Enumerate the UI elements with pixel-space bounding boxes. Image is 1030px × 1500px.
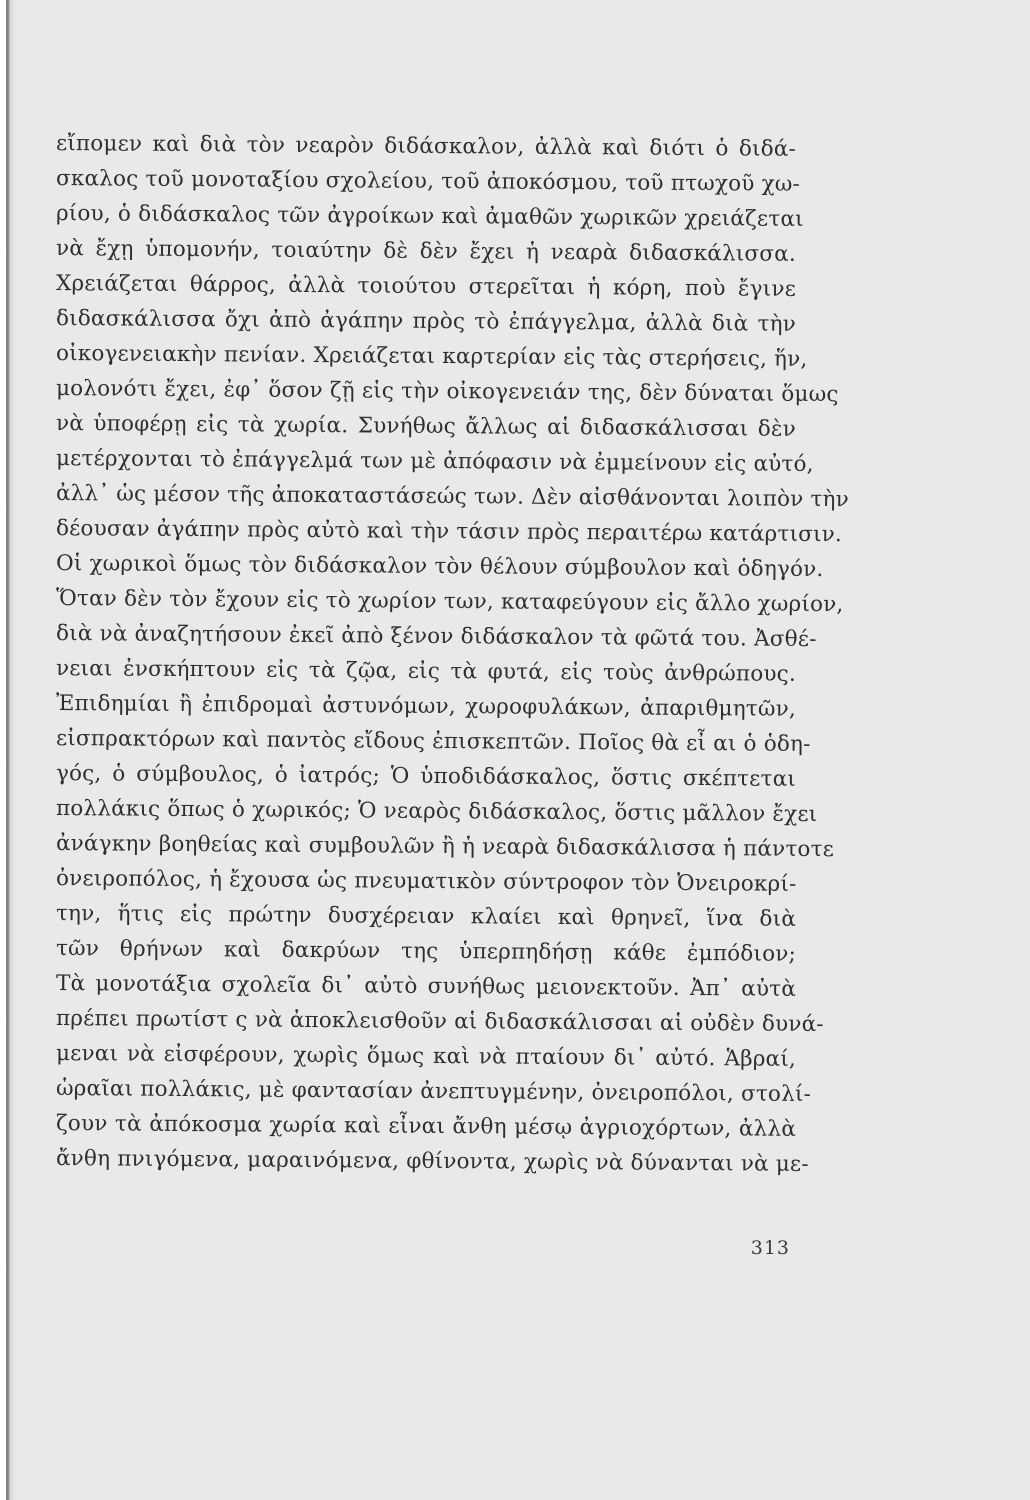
text-line: ἀλλ᾽ ὡς μέσον τῆς ἀποκαταστάσεώς των. Δὲν αἰσθάνονται λοιπὸν τὴν <box>55 481 850 513</box>
text-line: τῶν θρήνων καὶ δακρύων της ὑπερπηδήσῃ κάθε ἐμπόδιον; <box>55 936 797 967</box>
text-line: νὰ ἔχῃ ὑπομονήν, τοιαύτην δὲ δὲν ἔχει ἡ νεαρὰ διδασκάλισσα. <box>55 236 797 267</box>
text-line: νειαι ἐνσκήπτουν εἰς τὰ ζῷα, εἰς τὰ φυτά, εἰς τοὺς ἀνθρώπους. <box>55 656 797 687</box>
text-line: μεναι νὰ εἰσφέρουν, χωρὶς ὅμως καὶ νὰ πταίουν δι᾽ αὐτό. Ἁβραί, <box>55 1041 797 1072</box>
body-text <box>55 126 850 1177</box>
text-line: ρίου, ὁ διδάσκαλος τῶν ἀγροίκων καὶ ἀμαθῶν χωρικῶν χρειάζεται <box>55 201 804 232</box>
text-line: ζουν τὰ ἀπόκοσμα χωρία καὶ εἶναι ἄνθη μέσῳ ἀγριοχόρτων, ἀλλὰ <box>55 1111 797 1142</box>
text-line: σκαλος τοῦ μονοταξίου σχολείου, τοῦ ἀποκόσμου, τοῦ πτωχοῦ χω- <box>55 166 801 197</box>
text-line: νὰ ὑποφέρῃ εἰς τὰ χωρία. Συνήθως ἄλλως αἱ διδασκάλισσαι δὲν <box>55 411 797 442</box>
text-line: πρέπει πρωτίστ ς νὰ ἀποκλεισθοῦν αἱ διδασκάλισσαι αἱ οὐδὲν δυνά- <box>55 1006 824 1038</box>
text-line: ἀνάγκην βοηθείας καὶ συμβουλῶν ἢ ἡ νεαρὰ διδασκάλισσα ἡ πάντοτε <box>55 831 835 863</box>
text-line: Τὰ μονοτάξια σχολεῖα δι᾽ αὐτὸ συνήθως μειονεκτοῦν. Ἀπ᾽ αὐτὰ <box>55 971 797 1002</box>
text-line: εἰσπρακτόρων καὶ παντὸς εἴδους ἐπισκεπτῶν. Ποῖος θὰ εἶ αι ὁ ὁδη- <box>55 726 811 757</box>
text-line: Οἱ χωρικοὶ ὅμως τὸν διδάσκαλον τὸν θέλουν σύμβουλον καὶ ὁδηγόν. <box>55 551 824 583</box>
text-line: πολλάκις ὅπως ὁ χωρικός; Ὁ νεαρὸς διδάσκαλος, ὅστις μᾶλλον ἔχει <box>55 796 818 827</box>
text-line: μετέρχονται τὸ ἐπάγγελμά των μὲ ἀπόφασιν νὰ ἐμμείνουν εἰς αὐτό, <box>55 446 814 477</box>
text-line: διδασκάλισσα ὄχι ἀπὸ ἀγάπην πρὸς τὸ ἐπάγγελμα, ἀλλὰ διὰ τὴν <box>55 306 797 337</box>
binding-edge <box>0 0 14 1500</box>
text-line: ἄνθη πνιγόμενα, μαραινόμενα, φθίνοντα, χωρὶς νὰ δύνανται νὰ με- <box>55 1146 809 1177</box>
text-line: οἰκογενειακὴν πενίαν. Χρειάζεται καρτερίαν εἰς τὰς στερήσεις, ἥν, <box>55 341 808 372</box>
text-line: γός, ὁ σύμβουλος, ὁ ἰατρός; Ὁ ὑποδιδάσκαλος, ὅστις σκέπτεται <box>55 761 797 792</box>
text-line: εἴπομεν καὶ διὰ τὸν νεαρὸν διδάσκαλον, ἀλλὰ καὶ διότι ὁ διδά- <box>55 131 797 162</box>
text-line: την, ἥτις εἰς πρώτην δυσχέρειαν κλαίει καὶ θρηνεῖ, ἵνα διὰ <box>55 901 797 932</box>
text-line: μολονότι ἔχει, ἐφ᾽ ὅσον ζῇ εἰς τὴν οἰκογενειάν της, δὲν δύναται ὅμως <box>55 376 839 408</box>
page-number: 313 <box>750 1237 790 1259</box>
text-line: ὀνειροπόλος, ἡ ἔχουσα ὡς πνευματικὸν σύντροφον τὸν Ὀνειροκρί- <box>55 866 797 897</box>
text-line: Ὅταν δὲν τὸν ἔχουν εἰς τὸ χωρίον των, καταφεύγουν εἰς ἄλλο χωρίον, <box>55 586 844 618</box>
text-line: Ἐπιδημίαι ἢ ἐπιδρομαὶ ἀστυνόμων, χωροφυλάκων, ἀπαριθμητῶν, <box>55 691 797 722</box>
text-line: ὡραῖαι πολλάκις, μὲ φαντασίαν ἀνεπτυγμένην, ὀνειροπόλοι, στολί- <box>55 1076 812 1107</box>
text-line: διὰ νὰ ἀναζητήσουν ἐκεῖ ἀπὸ ξένον διδάσκαλον τὰ φῶτά του. Ἀσθέ- <box>55 621 817 652</box>
text-line: Χρειάζεται θάρρος, ἀλλὰ τοιούτου στερεῖται ἡ κόρη, ποὺ ἔγινε <box>55 271 797 302</box>
text-line: δέουσαν ἀγάπην πρὸς αὐτὸ καὶ τὴν τάσιν πρὸς περαιτέρω κατάρτισιν. <box>55 516 843 548</box>
